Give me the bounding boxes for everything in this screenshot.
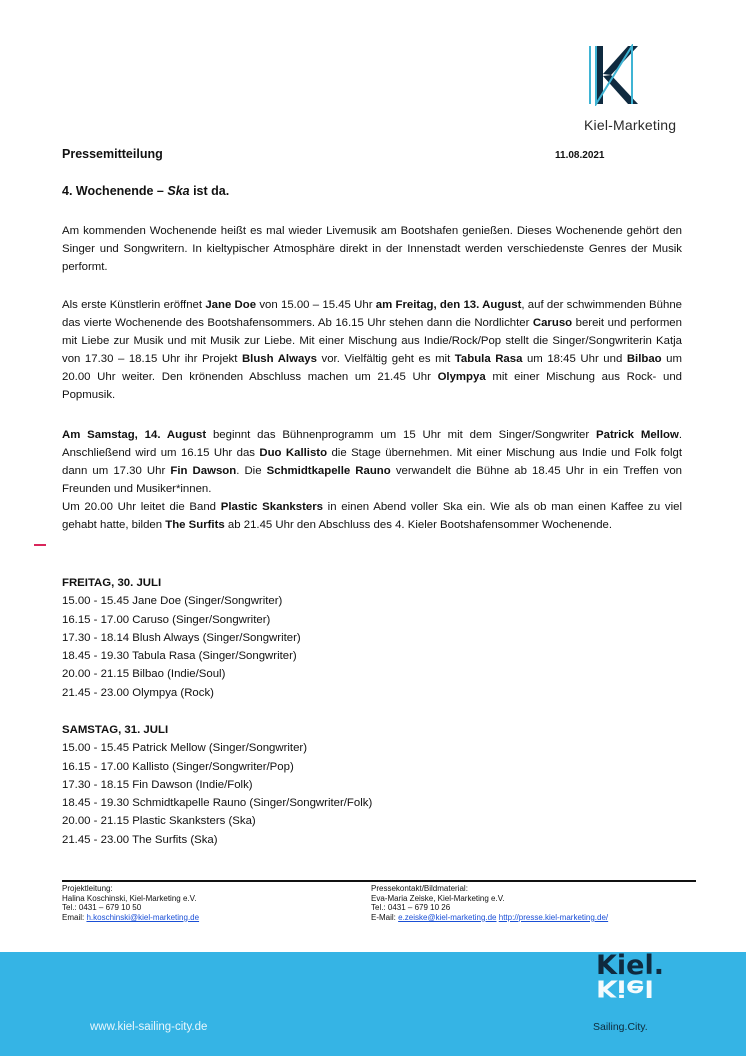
contact-title: Pressekontakt/Bildmaterial:	[371, 884, 468, 893]
contact-project	[62, 884, 199, 922]
bold-run: Duo Kallisto	[259, 447, 328, 459]
schedule-item: 17.30 - 18.14 Blush Always (Singer/Songwriter)	[62, 631, 301, 644]
bold-run: am Freitag, den 13. August	[375, 299, 522, 311]
schedule-saturday	[62, 721, 372, 849]
bold-run: Plastic Skanksters	[220, 501, 323, 513]
contact-name: Eva-Maria Zeiske, Kiel-Marketing e.V.	[371, 893, 505, 903]
headline-pre: 4. Wochenende –	[62, 184, 168, 198]
contact-name: Halina Koschinski, Kiel-Marketing e.V.	[62, 893, 197, 903]
bold-run: Schmidtkapelle Rauno	[266, 465, 391, 477]
text-run: von 15.00 – 15.45 Uhr	[256, 299, 376, 311]
schedule-item: 17.30 - 18.15 Fin Dawson (Indie/Folk)	[62, 778, 253, 791]
paragraph-saturday	[62, 426, 682, 534]
headline-post: ist da.	[189, 184, 230, 198]
bold-run: Jane Doe	[205, 299, 257, 311]
schedule-item: 20.00 - 21.15 Plastic Skanksters (Ska)	[62, 815, 256, 828]
text-run: die Stage übernehmen. Mit einer Mischung aus Indie und Folk folgt dann um 17.30 Uhr	[62, 447, 682, 477]
bold-run: Tabula Rasa	[454, 353, 523, 365]
schedule-item: 15.00 - 15.45 Jane Doe (Singer/Songwriter)	[62, 595, 283, 608]
text-run: bereit und performen mit Liebe zur Musik und mit Musik zur Liebe. Mit einer Mischung aus Indie/Rock/Pop stellt die Singer/Songwriterin Katja von 17.30 – 18.15 Uhr ihr Projekt	[62, 317, 682, 365]
bold-run: Fin Dawson	[170, 465, 237, 477]
headline-emphasis: Ska	[167, 184, 190, 198]
text-run: ab 21.45 Uhr den Abschluss des 4. Kieler Bootshafensommer Wochenende.	[224, 519, 613, 531]
schedule-item: 18.45 - 19.30 Tabula Rasa (Singer/Songwriter)	[62, 650, 297, 663]
schedule-friday	[62, 574, 301, 702]
contact-email-row	[371, 913, 608, 923]
bold-run: Patrick Mellow	[596, 429, 679, 441]
logo-caption: Sailing.City.	[593, 1021, 648, 1033]
press-url-link[interactable]: http://presse.kiel-marketing.de/	[498, 912, 609, 922]
contact-press	[371, 884, 608, 922]
brand-name: Kiel-Marketing	[584, 117, 677, 133]
paragraph-friday	[62, 296, 682, 404]
contact-phone: Tel.: 0431 – 679 10 50	[62, 903, 142, 913]
headline	[62, 184, 229, 198]
schedule-item: 15.00 - 15.45 Patrick Mellow (Singer/Songwriter)	[62, 742, 308, 755]
schedule-item: 20.00 - 21.15 Bilbao (Indie/Soul)	[62, 668, 226, 681]
email-label: E-Mail:	[371, 912, 399, 922]
text-run: mit einer Mischung aus Rock- und Popmusik.	[62, 371, 682, 401]
contact-phone: Tel.: 0431 – 679 10 26	[371, 903, 451, 913]
bold-run: Bilbao	[626, 353, 662, 365]
footer-url[interactable]: www.kiel-sailing-city.de	[90, 1021, 208, 1033]
schedule-day-heading: SAMSTAG, 31. JULI	[62, 724, 169, 736]
schedule-item: 21.45 - 23.00 Olympya (Rock)	[62, 686, 214, 699]
schedule-item: 16.15 - 17.00 Kallisto (Singer/Songwriter/Pop)	[62, 760, 294, 773]
text-run: um 18:45 Uhr und	[522, 353, 627, 365]
email-label: Email:	[62, 912, 87, 922]
text-run: beginnt das Bühnenprogramm um 15 Uhr mit dem Singer/Songwriter	[206, 429, 597, 441]
document-date: 11.08.2021	[555, 150, 605, 161]
contact-email-row	[62, 913, 199, 923]
margin-mark	[34, 544, 46, 546]
bold-run: Caruso	[532, 317, 573, 329]
document-label: Pressemitteilung	[62, 147, 163, 161]
svg-text:Kiel: Kiel	[596, 975, 654, 1002]
bold-run: Blush Always	[241, 353, 317, 365]
text-run: . Anschließend wird um 16.15 Uhr das	[62, 429, 682, 459]
email-link[interactable]: h.koschinski@kiel-marketing.de	[86, 912, 200, 922]
contact-title: Projektleitung:	[62, 884, 113, 893]
text-run: , auf der schwimmenden Bühne das vierte Wochenende des Bootshafensommers. Ab 16.15 Uhr stehen dann die Nordlichter	[62, 299, 682, 329]
schedule-item: 21.45 - 23.00 The Surfits (Ska)	[62, 833, 218, 846]
bold-run: Am Samstag, 14. August	[62, 429, 207, 441]
schedule-item: 18.45 - 19.30 Schmidtkapelle Rauno (Singer/Songwriter/Folk)	[62, 797, 373, 810]
bold-run: The Surfits	[165, 519, 225, 531]
text-run: Am kommenden Wochenende heißt es mal wieder Livemusik am Bootshafen genießen. Dieses Wochenende gehört den Singer und Songwritern. In kieltypischer Atmosphäre direkt in der Innenstadt werden verschiedenste Genres der Musik performt.	[62, 225, 682, 273]
kiel-sailing-city-logo-icon	[594, 946, 674, 1010]
text-run: in einen Abend voller Ska ein. Wie als ob man einen Kaffee zu viel gehabt hatte, bilden	[62, 501, 682, 531]
text-run: Als erste Künstlerin eröffnet	[62, 299, 206, 311]
text-run: um 20.00 Uhr weiter. Den krönenden Abschluss machen um 21.45 Uhr	[62, 353, 683, 383]
text-run: Um 20.00 Uhr leitet die Band	[62, 501, 221, 513]
text-run: vor. Vielfältig geht es mit	[316, 353, 455, 365]
footer-divider	[62, 880, 696, 882]
text-run: . Die	[236, 465, 267, 477]
bold-run: Olympya	[437, 371, 486, 383]
paragraph-intro	[62, 222, 682, 276]
email-link[interactable]: e.zeiske@kiel-marketing.de	[398, 912, 497, 922]
logo-wordmark: Kiel.	[596, 950, 665, 981]
schedule-item: 16.15 - 17.00 Caruso (Singer/Songwriter)	[62, 613, 271, 626]
schedule-day-heading: FREITAG, 30. JULI	[62, 577, 162, 589]
kiel-marketing-logo-icon	[588, 44, 658, 106]
text-run: verwandelt die Bühne ab 18.45 Uhr in ein Treffen von Freunden und Musiker*innen.	[62, 465, 682, 495]
